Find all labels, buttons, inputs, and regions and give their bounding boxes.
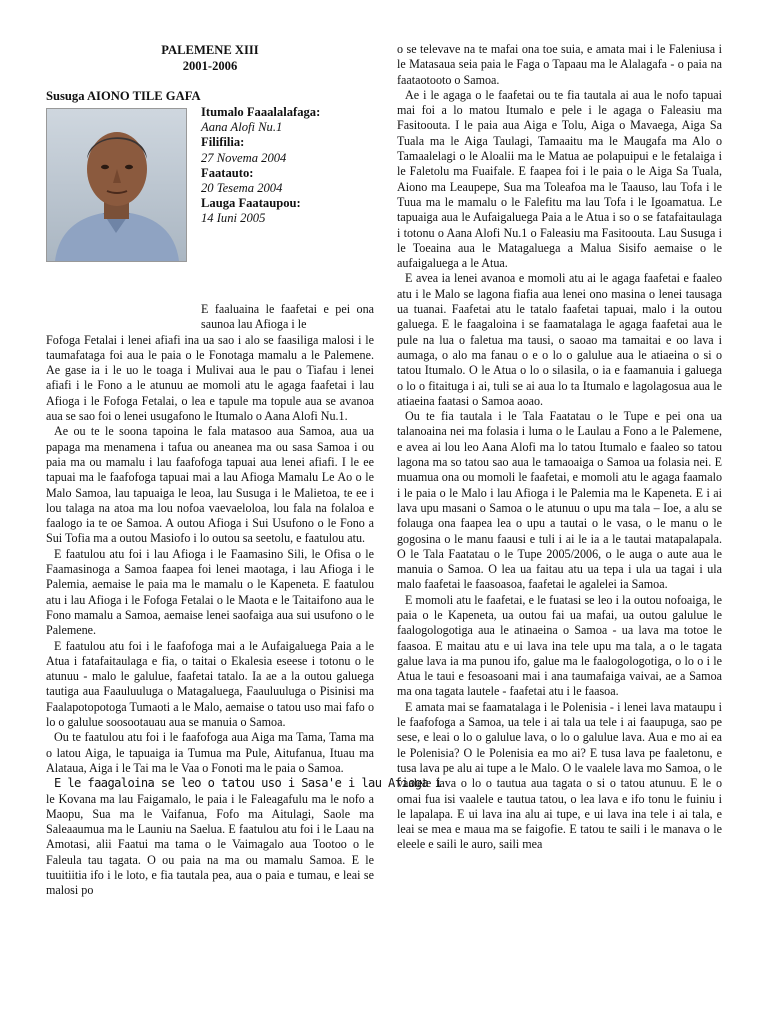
right-paragraph-2: Ae i le agaga o le faafetai ou te fia tautala ai aua le nofo tapuai mai foi a lo matou Itumalo e pele i le agaga o Faleasiu ma Fasitoouta. I le paia aua Aiga e Tolu, Aiga o Mavaega, Aiga Sa Tuala ma le Aiga Taulagi, Tamaaitu ma le Maugafa ma Alo o Tamaalelagi o le Aloalii ma le Matua ae polapuipui e le fetalaiga i le Faletolu ma Fuaifale. E faapea foi i le paia o le Aiga Sa Tuala, Aiono ma Leaupepe, Sua ma Toleafoa ma le Taauso, lau Tofa i le Tuua ma le mamalu o le Falefitu ma lau Tofa i le Igoamatua. Le tapuaiga aua le Aufaigaluega Paia a le Atua i so o se fatafaitaulaga i totonu o Aana Alofi Nu.1 o Faleasiu ma Fasitoouta. Lau Susuga i le Toeaina aua le Matagaluega a Malua Sisifo aemaise o le aufaigaluega a le Atua. [397,87,722,271]
sworn-label: Faatauto: [201,165,254,180]
member-details [201,105,376,227]
paragraph-6-first-line: E le faagaloina se leo o tatou uso i Sasa'e i lau Afioga i [54,776,442,791]
parliament-title: PALEMENE XIII [161,43,259,57]
right-paragraph-5: E momoli atu le faafetai, e le fuatasi se leo i la outou nofoaiga, le paia o le Kapeneta, ua outou fai ua mafai, ua outou galulue le faalogologotiga aua le atinaeina o Samoa - ua lava ma totoe le faasoa. E maitau atu e ui lava ina tele upu ma tala, a o le tagata galue lava ia ma punou ifo, galue ma le faalogologotiga, o lo o i le Atua le taui e fesoasoani mai i ana taumafaiga vaivai, ae a Samoa ma ona tagata lautele - faafetai atu i le faasoa. [397,592,722,699]
right-column [397,42,722,853]
right-paragraph-1: o se televave na te mafai ona toe suia, e amata mai i le Faleniusa i le Matasaua seia paia le Faga o Tapaau ma le Alalagafa - o paia na faataotooto o Samoa. [397,42,722,87]
sworn-value: 20 Tesema 2004 [201,181,283,196]
maiden-speech-label: Lauga Faataupou: [201,196,301,211]
elected-value: 27 Novema 2004 [201,150,287,165]
portrait-image [47,109,186,261]
intro-wrap-text: E faaluaina le faafetai e pei ona saunoa lau Afioga i le [201,302,374,332]
paragraph-2: Ae ou te le soona tapoina le fala matasoo aua Samoa, aua ua papaga ma menamena i tafua ou aneanea ma ou sasa Samoa i ou paia ma ou mamalu i lau faafofoga tapuai aua lenei afiafi. I le ee tapuai ma le faafofoga tapuai mai a lau Afioga Mamalu Le Ao o le Malo Samoa, lau tapuaiga le leoa, lau Susuga i le Malietoa, te ee i lou talaga na atoa ma lou nofoa vaevaeloloa, lou fala na folaloa e faalogo ia te oe Samoa. A outou Afioga i Sui Usufono o le Fono a Sui Tofia ma a outou Masiofo i lo outou sa seetolu, e faatulou atu. [46,424,374,546]
member-name: Susuga AIONO TILE GAFA [46,89,201,103]
left-column-text [46,302,442,899]
right-column-text [397,42,722,853]
elected-label: Filifilia: [201,135,245,150]
right-paragraph-3: E avea ia lenei avanoa e momoli atu ai le agaga faafetai e faaleo atu i le Malo se lagona fiafia aua lenei ono masina o lenei tausaga ua tuanai. Faafetai atu le tatalo faafetai tapuai, malo i la outou galuega. E le faagaloina i se faamatalaga le agaga faafetai aua le pule na lua o faletua ma tausi, o saoao ma tamaitai e oo lava i aumaga, o alo ma fanau o e o lo o galulue aua le atiaeina o si o tatou Itumalo. O le Atua o lo o silasila, o ia e faamanuia i galuega o lo o fitaituga i ai, tuli se ai aua lo ta Itumalo e lagolagosua aua le atiaeina faatasi o Samoa aoao. [397,271,722,408]
member-bio [46,105,374,255]
parliament-years: 2001-2006 [182,59,238,73]
constituency-label: Itumalo Faaalalafaga: [201,105,321,119]
paragraph-6: le Kovana ma lau Faigamalo, le paia i le Faleagafulu ma le nofo a Maopu, Sua ma le Vaifanua, Fofo ma Aitulagi, Saole ma Saleaaumua ma le Launiu na Saelua. E faatulou atu foi i le Laau na Amotasi, alii Faatui ma tama o le Vaimagalo aua Tootoo o le Faleula tau tagata. O ou paia na ma ou mamalu Samoa. E le tuuitiitia ifo i le loto, e fia tautala pea, aua o paia e tumau, e leai se malosi po [46,791,374,898]
paragraph-4: E faatulou atu foi i le faafofoga mai a le Aufaigaluega Paia a le Atua i fatafaitaulaga e fia, o taitai o Ekalesia eseese i totonu o le atunuu - malo le galulue, faafetai tatalo. Ia ae a la outou galuega tautiga aua Faauluuluga o Matagaluega, Faauluuluga o Pisinisi ma Faalapotopotoga Tumaoti a le Malo, aemaise o tatou uso mai fafo o lo o galulue soosootauau aua se manuia o Samoa. [46,638,374,730]
maiden-speech-value: 14 Iuni 2005 [201,211,266,226]
right-paragraph-4: Ou te fia tautala i le Tala Faatatau o le Tupe e pei ona ua talanoaina nei ma folasia i luma o le Laulau a Fono a le Palemene, e avea ai lou leo Aana Alofi ma lo tatou Itumalo e faaleo so tatou lagona ma so tatou sao aua le tamaoaiga o Samoa ua folasia nei. E muamua ona ou momoli le faafetai, e momoli atu le agaga faamalo i le paia o le Malo i lau Afioga i le Palemia ma le Kapeneta. E i ai lava upu masani o Samoa o le atunuu o upu ma tala – Ioe, a alu se folauga ona faapea lea o upu a tautai o le vasa, o le manu o le gogosina o le manu faausi e tuli i ai le ia a le tautai matapalapala. O le Tala Faatatau o le Tupe 2005/2006, o le auga o aute aua le manuia o Samoa. O lea ua faitau atu ua tepa i ula ua tagai i ula malo faafetai le faasoasoa, faafetai le agalelei ia Samoa. [397,409,722,592]
document-title [46,42,374,74]
constituency-value: Aana Alofi Nu.1 [201,120,283,135]
member-portrait [46,108,187,262]
left-column [46,42,442,899]
paragraph-5: Ou te faatulou atu foi i le faafofoga aua Aiga ma Tama, Tama ma o latou Aiga, le tapuaiga ia Tumua ma Pule, Aitufanua, Ituau ma Alataua, Aiga i le Tai ma le Vaa o Fonoti ma le paia o Samoa. [46,730,374,775]
right-paragraph-6: E amata mai se faamatalaga i le Polenisia - i lenei lava mataupu i le faafofoga a Samoa, ua tele i ai tala ua tele i ai faaupuga, sao pe sese, e leai o lo o galulue lava, o lo o galulue lava. Aua e mo ai ea le Polenisia? O le Polenisia ea mo ai? E tusa lava pe faaletonu, e tusa lava pe alu ai tupe a le Malo. O le vaalele lava mo Samoa, o le vaalele lava o lo o tautua aua tagata o si o tatou atunuu. E le o omai fua isi vaalele e tautua tatou, o lea lava e ifo tonu le fuiniu i le lapalapa. E ui lava ina alu ai tupe, e ui lava ina tele i ai tala, e leai se mea e maua ma se faigofie. E tatou te saili i le manava o le eleele e saili le auro, saili mea [397,699,722,852]
paragraph-3: E faatulou atu foi i lau Afioga i le Faamasino Sili, le Ofisa o le Faamasinoga a Samoa faapea foi lenei maotaga, i lau Afioga i le Palemia, aemaise le paia ma le mamalu o le Kapeneta. E faatulou atu i lau Afioga i le Fofoga Fetalai o le Maota e le Taitaifono aua le Fono mamalu a Samoa, aemaise lenei saofaiga aua sui usufono o le Palemene. [46,546,374,638]
paragraph-1: Fofoga Fetalai i lenei afiafi ina ua sao i alo se faasiliga malosi i le taumafataga foi aua le paia o le Fonotaga mamalu a le Palemene. Ae gase ia i le uo le toaga i Mulivai aua le pau o Tiafau i lenei afiafi i le Fono a le atunuu ae momoli atu le agaga faafetai i lau Afioga i le Fofoga Fetalai, o lea e tapule ma topule aua se avanoa aua se sao foi o lenei usugafono le Itumalo o Aana Alofi Nu.1. [46,332,374,424]
